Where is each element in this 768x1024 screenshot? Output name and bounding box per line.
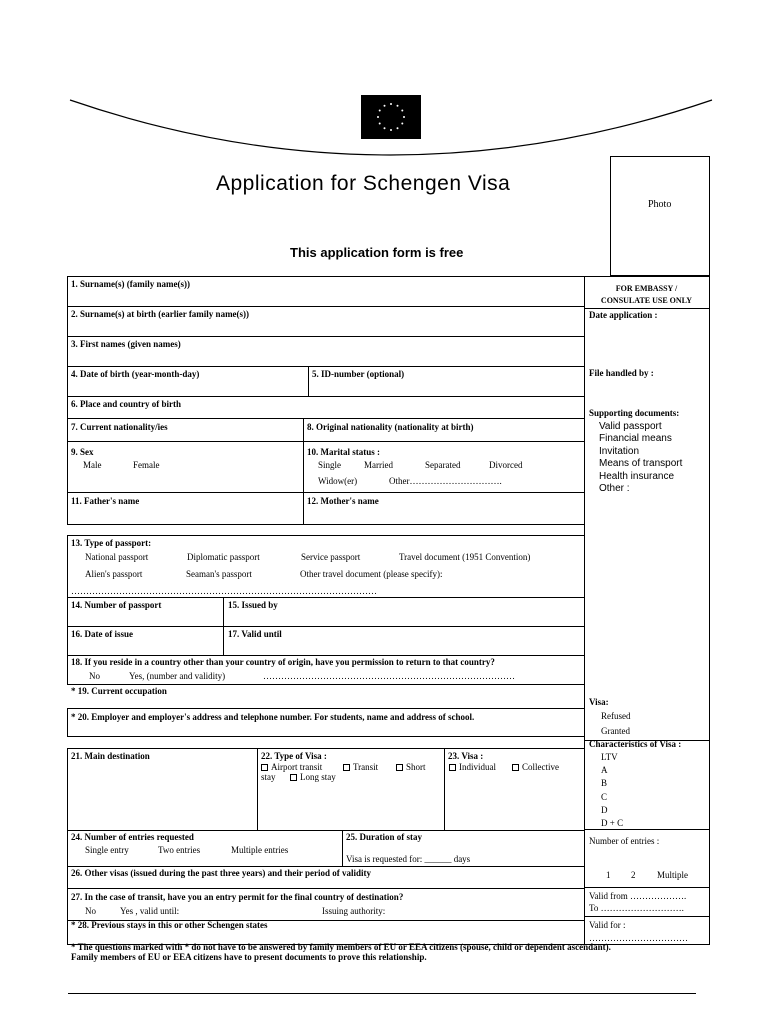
- option-transit[interactable]: [343, 762, 378, 773]
- field-first-names: 3. First names (given names): [71, 339, 181, 349]
- option-residence-no[interactable]: No: [89, 671, 100, 681]
- doc-invitation: Invitation: [599, 445, 640, 457]
- doc-health-insurance: Health insurance: [599, 470, 675, 482]
- field-type-of-visa: 22. Type of Visa :: [261, 751, 327, 761]
- option-widower[interactable]: Widow(er): [318, 476, 358, 486]
- option-female[interactable]: Female: [133, 460, 160, 470]
- option-individual[interactable]: [449, 762, 496, 773]
- field-visa: 23. Visa :: [448, 751, 484, 761]
- checkbox-icon: [449, 764, 456, 771]
- option-diplomatic-passport[interactable]: Diplomatic passport: [187, 552, 260, 562]
- embassy-valid-for: Valid for :: [589, 920, 626, 930]
- embassy-visa: Visa:: [589, 697, 609, 707]
- option-residence-yes[interactable]: Yes, (number and validity): [129, 671, 226, 681]
- visa-type-c: C: [601, 791, 608, 802]
- option-single[interactable]: Single: [318, 460, 342, 470]
- embassy-entries-2: 2: [631, 870, 636, 880]
- option-divorced[interactable]: Divorced: [489, 460, 523, 470]
- option-collective[interactable]: [512, 762, 559, 773]
- eu-flag-logo: [361, 95, 421, 139]
- embassy-entries-1: 1: [606, 870, 611, 880]
- option-individual-label: Individual: [459, 762, 496, 772]
- checkbox-icon: [261, 764, 268, 771]
- visa-type-ltv: LTV: [601, 752, 618, 762]
- residence-validity-line: …………………………………………………………………………: [263, 671, 515, 681]
- duration-requested[interactable]: Visa is requested for: ______ days: [346, 854, 471, 864]
- footnote-line1: * The questions marked with * do not have to be answered by family members of EU or EEA citizens (spouse, child or dependent ascendant).: [71, 942, 611, 952]
- option-single-entry[interactable]: Single entry: [85, 845, 129, 855]
- embassy-doc-list: [599, 421, 682, 495]
- checkbox-icon: [512, 764, 519, 771]
- field-passport-number: 14. Number of passport: [71, 600, 162, 610]
- option-separated[interactable]: Separated: [425, 460, 461, 470]
- field-sex: 9. Sex: [71, 447, 94, 457]
- field-employer: * 20. Employer and employer's address and telephone number. For students, name and address of school.: [71, 712, 475, 722]
- field-marital-status: 10. Marital status :: [307, 447, 380, 457]
- embassy-valid-for-line: ……………………………: [589, 933, 688, 943]
- option-male[interactable]: Male: [83, 460, 102, 470]
- field-place-of-birth: 6. Place and country of birth: [71, 399, 181, 409]
- option-multiple-entries[interactable]: Multiple entries: [231, 845, 289, 855]
- doc-other: Other :: [599, 483, 630, 495]
- field-previous-stays: * 28. Previous stays in this or other Schengen states: [71, 920, 268, 930]
- option-two-entries[interactable]: Two entries: [158, 845, 201, 855]
- embassy-heading-line1: FOR EMBASSY /: [615, 284, 678, 293]
- field-surname-at-birth: 2. Surname(s) at birth (earlier family name(s)): [71, 309, 250, 319]
- field-passport-type: 13. Type of passport:: [71, 538, 152, 548]
- field-transit-entry-permit: 27. In the case of transit, have you an entry permit for the final country of destination?: [71, 892, 404, 902]
- option-long-stay[interactable]: [290, 772, 336, 783]
- embassy-entries-multiple: Multiple: [657, 870, 688, 880]
- checkbox-icon: [343, 764, 350, 771]
- field-issued-by: 15. Issued by: [228, 600, 278, 610]
- option-married[interactable]: Married: [364, 460, 393, 470]
- photo-label: Photo: [648, 199, 672, 210]
- stars-icon: [361, 95, 421, 139]
- field-current-occupation: * 19. Current occupation: [71, 686, 167, 696]
- checkbox-icon: [396, 764, 403, 771]
- embassy-number-of-entries: Number of entries :: [589, 836, 660, 846]
- field-mothers-name: 12. Mother's name: [307, 496, 379, 506]
- option-other-marital[interactable]: Other………………………….: [389, 476, 502, 486]
- embassy-granted: Granted: [601, 726, 630, 736]
- field-valid-until: 17. Valid until: [228, 629, 282, 639]
- visa-type-a: A: [601, 765, 608, 776]
- embassy-refused: Refused: [601, 711, 631, 721]
- option-seamans-passport[interactable]: Seaman's passport: [186, 569, 252, 579]
- embassy-heading-line2: CONSULATE USE ONLY: [600, 296, 693, 305]
- field-id-number: 5. ID-number (optional): [312, 369, 405, 379]
- option-service-passport[interactable]: Service passport: [301, 552, 361, 562]
- bottom-rule: [68, 993, 696, 994]
- field-number-of-entries: 24. Number of entries requested: [71, 832, 194, 842]
- doc-valid-passport: Valid passport: [599, 421, 662, 432]
- embassy-valid-from: Valid from ……………….: [589, 891, 687, 901]
- visa-type-b: B: [601, 778, 608, 789]
- field-surname: 1. Surname(s) (family name(s)): [71, 279, 190, 289]
- option-aliens-passport[interactable]: Alien's passport: [85, 569, 143, 579]
- field-residence-permit: 18. If you reside in a country other than your country of origin, have you permission to return to that country?: [71, 657, 495, 667]
- page-title: Application for Schengen Visa: [216, 172, 511, 195]
- field-main-destination: 21. Main destination: [71, 751, 150, 761]
- embassy-characteristics: Characteristics of Visa :: [589, 739, 682, 749]
- embassy-file-handled: File handled by :: [589, 368, 654, 378]
- field-other-visas: 26. Other visas (issued during the past three years) and their period of validity: [71, 868, 372, 878]
- option-short-stay[interactable]: [396, 762, 426, 773]
- field-current-nationality: 7. Current nationality/ies: [71, 422, 168, 432]
- option-short-stay-cont: stay: [261, 772, 276, 782]
- issuing-authority: Issuing authority:: [322, 906, 386, 916]
- visa-type-d-plus-c: D + C: [601, 818, 624, 829]
- option-short-label: Short: [406, 762, 426, 772]
- embassy-date-application: Date application :: [589, 310, 658, 320]
- field-date-of-birth: 4. Date of birth (year-month-day): [71, 369, 200, 379]
- field-original-nationality: 8. Original nationality (nationality at birth): [307, 422, 474, 432]
- field-date-of-issue: 16. Date of issue: [71, 629, 133, 639]
- option-airport-transit-label: Airport transit: [271, 762, 323, 772]
- photo-box[interactable]: [610, 156, 710, 276]
- doc-financial-means: Financial means: [599, 433, 672, 445]
- field-duration-of-stay: 25. Duration of stay: [346, 832, 422, 842]
- embassy-visa-types: [601, 751, 623, 830]
- passport-specify-line: …………………………………………………………………………………………: [71, 586, 377, 596]
- embassy-supporting-docs: Supporting documents:: [589, 408, 680, 418]
- option-permit-no[interactable]: No: [85, 906, 96, 916]
- option-long-stay-label: Long stay: [300, 772, 336, 782]
- visa-type-d: D: [601, 804, 608, 815]
- free-notice: This application form is free: [290, 245, 464, 260]
- checkbox-icon: [290, 774, 297, 781]
- option-transit-label: Transit: [353, 762, 379, 772]
- option-collective-label: Collective: [522, 762, 559, 772]
- option-other-travel-document[interactable]: Other travel document (please specify):: [300, 569, 443, 579]
- embassy-heading: [584, 283, 709, 307]
- footnote-line2: Family members of EU or EEA citizens have to present documents to prove this relationship.: [71, 952, 427, 962]
- doc-means-of-transport: Means of transport: [599, 458, 683, 470]
- option-travel-document[interactable]: Travel document (1951 Convention): [399, 552, 531, 562]
- embassy-valid-to: To ……………………….: [589, 903, 684, 913]
- option-national-passport[interactable]: National passport: [85, 552, 149, 562]
- field-fathers-name: 11. Father's name: [71, 496, 140, 506]
- option-permit-yes[interactable]: Yes , valid until:: [120, 906, 180, 916]
